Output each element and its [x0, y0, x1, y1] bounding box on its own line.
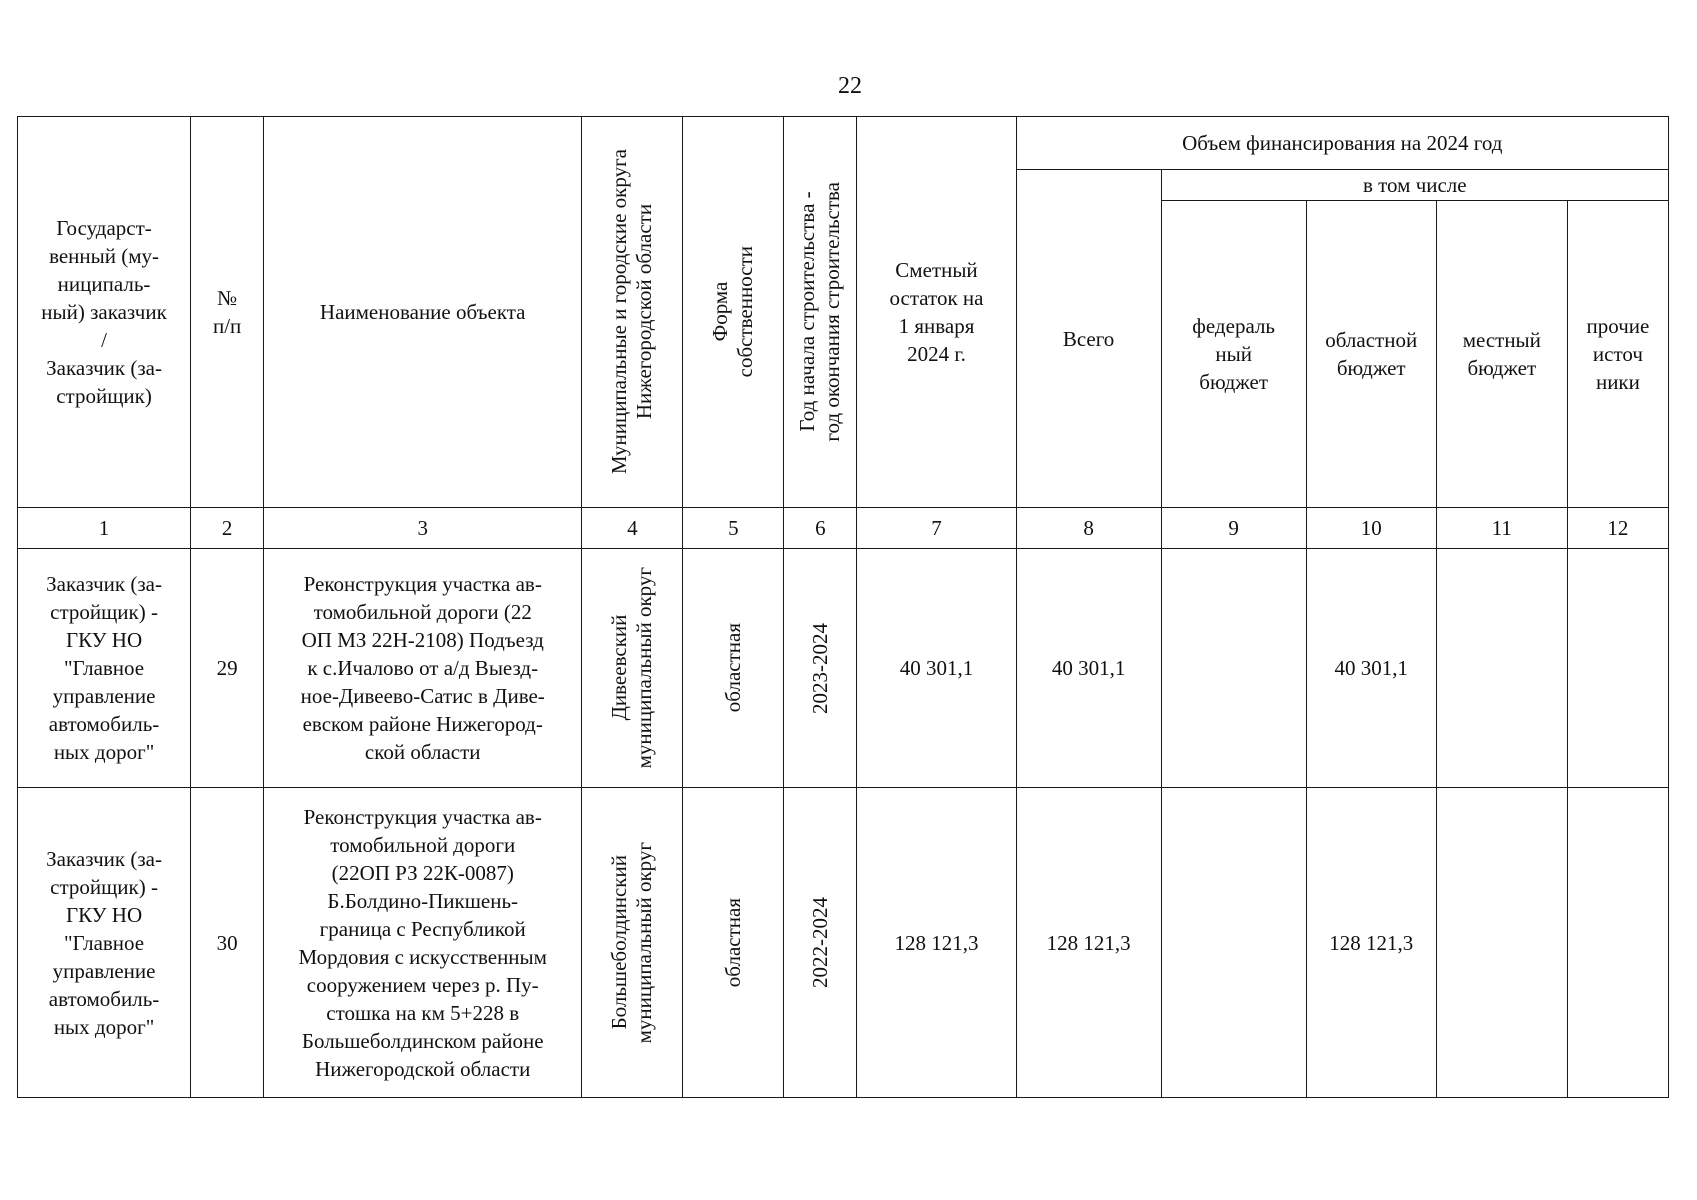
- row-federal: [1161, 549, 1306, 788]
- row-district: Дивеевский муниципальный округ: [607, 567, 657, 769]
- row-years: 2023-2024: [807, 622, 832, 714]
- header-local: местный бюджет: [1436, 201, 1567, 508]
- row-district-cell: [582, 549, 683, 788]
- row-district-cell: [582, 788, 683, 1098]
- header-row-1: [18, 117, 1669, 170]
- row-customer: Заказчик (за- стройщик) - ГКУ НО "Главное управление автомобиль- ных дорог": [18, 549, 191, 788]
- header-districts-cell: [582, 117, 683, 508]
- column-number: 8: [1016, 508, 1161, 549]
- row-ownership: областная: [720, 623, 745, 713]
- header-estimate: Сметный остаток на 1 января 2024 г.: [857, 117, 1016, 508]
- column-number: 2: [191, 508, 264, 549]
- header-regional: областной бюджет: [1306, 201, 1436, 508]
- row-estimate: 40 301,1: [857, 549, 1016, 788]
- row-local: [1436, 549, 1567, 788]
- table-row: [18, 788, 1669, 1098]
- row-years-cell: [784, 549, 857, 788]
- column-number: 6: [784, 508, 857, 549]
- row-estimate: 128 121,3: [857, 788, 1016, 1098]
- column-number: 4: [582, 508, 683, 549]
- header-other: прочие источ ники: [1567, 201, 1668, 508]
- row-ownership-cell: [683, 788, 784, 1098]
- column-number: 1: [18, 508, 191, 549]
- row-number: 30: [191, 788, 264, 1098]
- column-numbers-row: [18, 508, 1669, 549]
- column-number: 9: [1161, 508, 1306, 549]
- row-district: Большеболдинский муниципальный округ: [607, 841, 657, 1044]
- financing-table: [17, 116, 1669, 1098]
- page-number: 22: [838, 73, 862, 99]
- row-other: [1567, 549, 1668, 788]
- row-regional: 40 301,1: [1306, 549, 1436, 788]
- row-total: 128 121,3: [1016, 788, 1161, 1098]
- header-including: в том числе: [1161, 170, 1668, 201]
- column-number: 10: [1306, 508, 1436, 549]
- column-number: 5: [683, 508, 784, 549]
- header-federal: федераль ный бюджет: [1161, 201, 1306, 508]
- column-number: 12: [1567, 508, 1668, 549]
- row-years: 2022-2024: [807, 897, 832, 988]
- row-federal: [1161, 788, 1306, 1098]
- header-total: Всего: [1016, 170, 1161, 508]
- row-object-name: Реконструкция участка ав- томобильной дороги (22ОП РЗ 22К-0087) Б.Болдино-Пикшень- граница с Республикой Мордовия с искусственным сооружением через р. Пу- стошка на км 5+228 в Большеболдинском районе Нижегородской области: [264, 788, 582, 1098]
- header-years: Год начала строительства - год окончания строительства: [795, 182, 845, 442]
- row-total: 40 301,1: [1016, 549, 1161, 788]
- header-years-cell: [784, 117, 857, 508]
- row-years-cell: [784, 788, 857, 1098]
- header-object-name: Наименование объекта: [264, 117, 582, 508]
- row-ownership-cell: [683, 549, 784, 788]
- row-customer: Заказчик (за- стройщик) - ГКУ НО "Главное управление автомобиль- ных дорог": [18, 788, 191, 1098]
- row-other: [1567, 788, 1668, 1098]
- column-number: 11: [1436, 508, 1567, 549]
- header-number: № п/п: [191, 117, 264, 508]
- row-number: 29: [191, 549, 264, 788]
- row-regional: 128 121,3: [1306, 788, 1436, 1098]
- row-object-name: Реконструкция участка ав- томобильной дороги (22 ОП МЗ 22Н-2108) Подъезд к с.Ичалово от а/д Выезд- ное-Дивеево-Сатис в Диве- евском районе Нижегород- ской области: [264, 549, 582, 788]
- header-districts: Муниципальные и городские округа Нижегородской области: [607, 149, 657, 475]
- row-ownership: областная: [720, 897, 745, 988]
- header-ownership: Форма собственности: [708, 246, 758, 378]
- column-number: 3: [264, 508, 582, 549]
- header-financing: Объем финансирования на 2024 год: [1016, 117, 1668, 170]
- table-row: [18, 549, 1669, 788]
- header-customer: Государст- венный (му- ниципаль- ный) заказчик / Заказчик (за- стройщик): [18, 117, 191, 508]
- column-number: 7: [857, 508, 1016, 549]
- header-ownership-cell: [683, 117, 784, 508]
- row-local: [1436, 788, 1567, 1098]
